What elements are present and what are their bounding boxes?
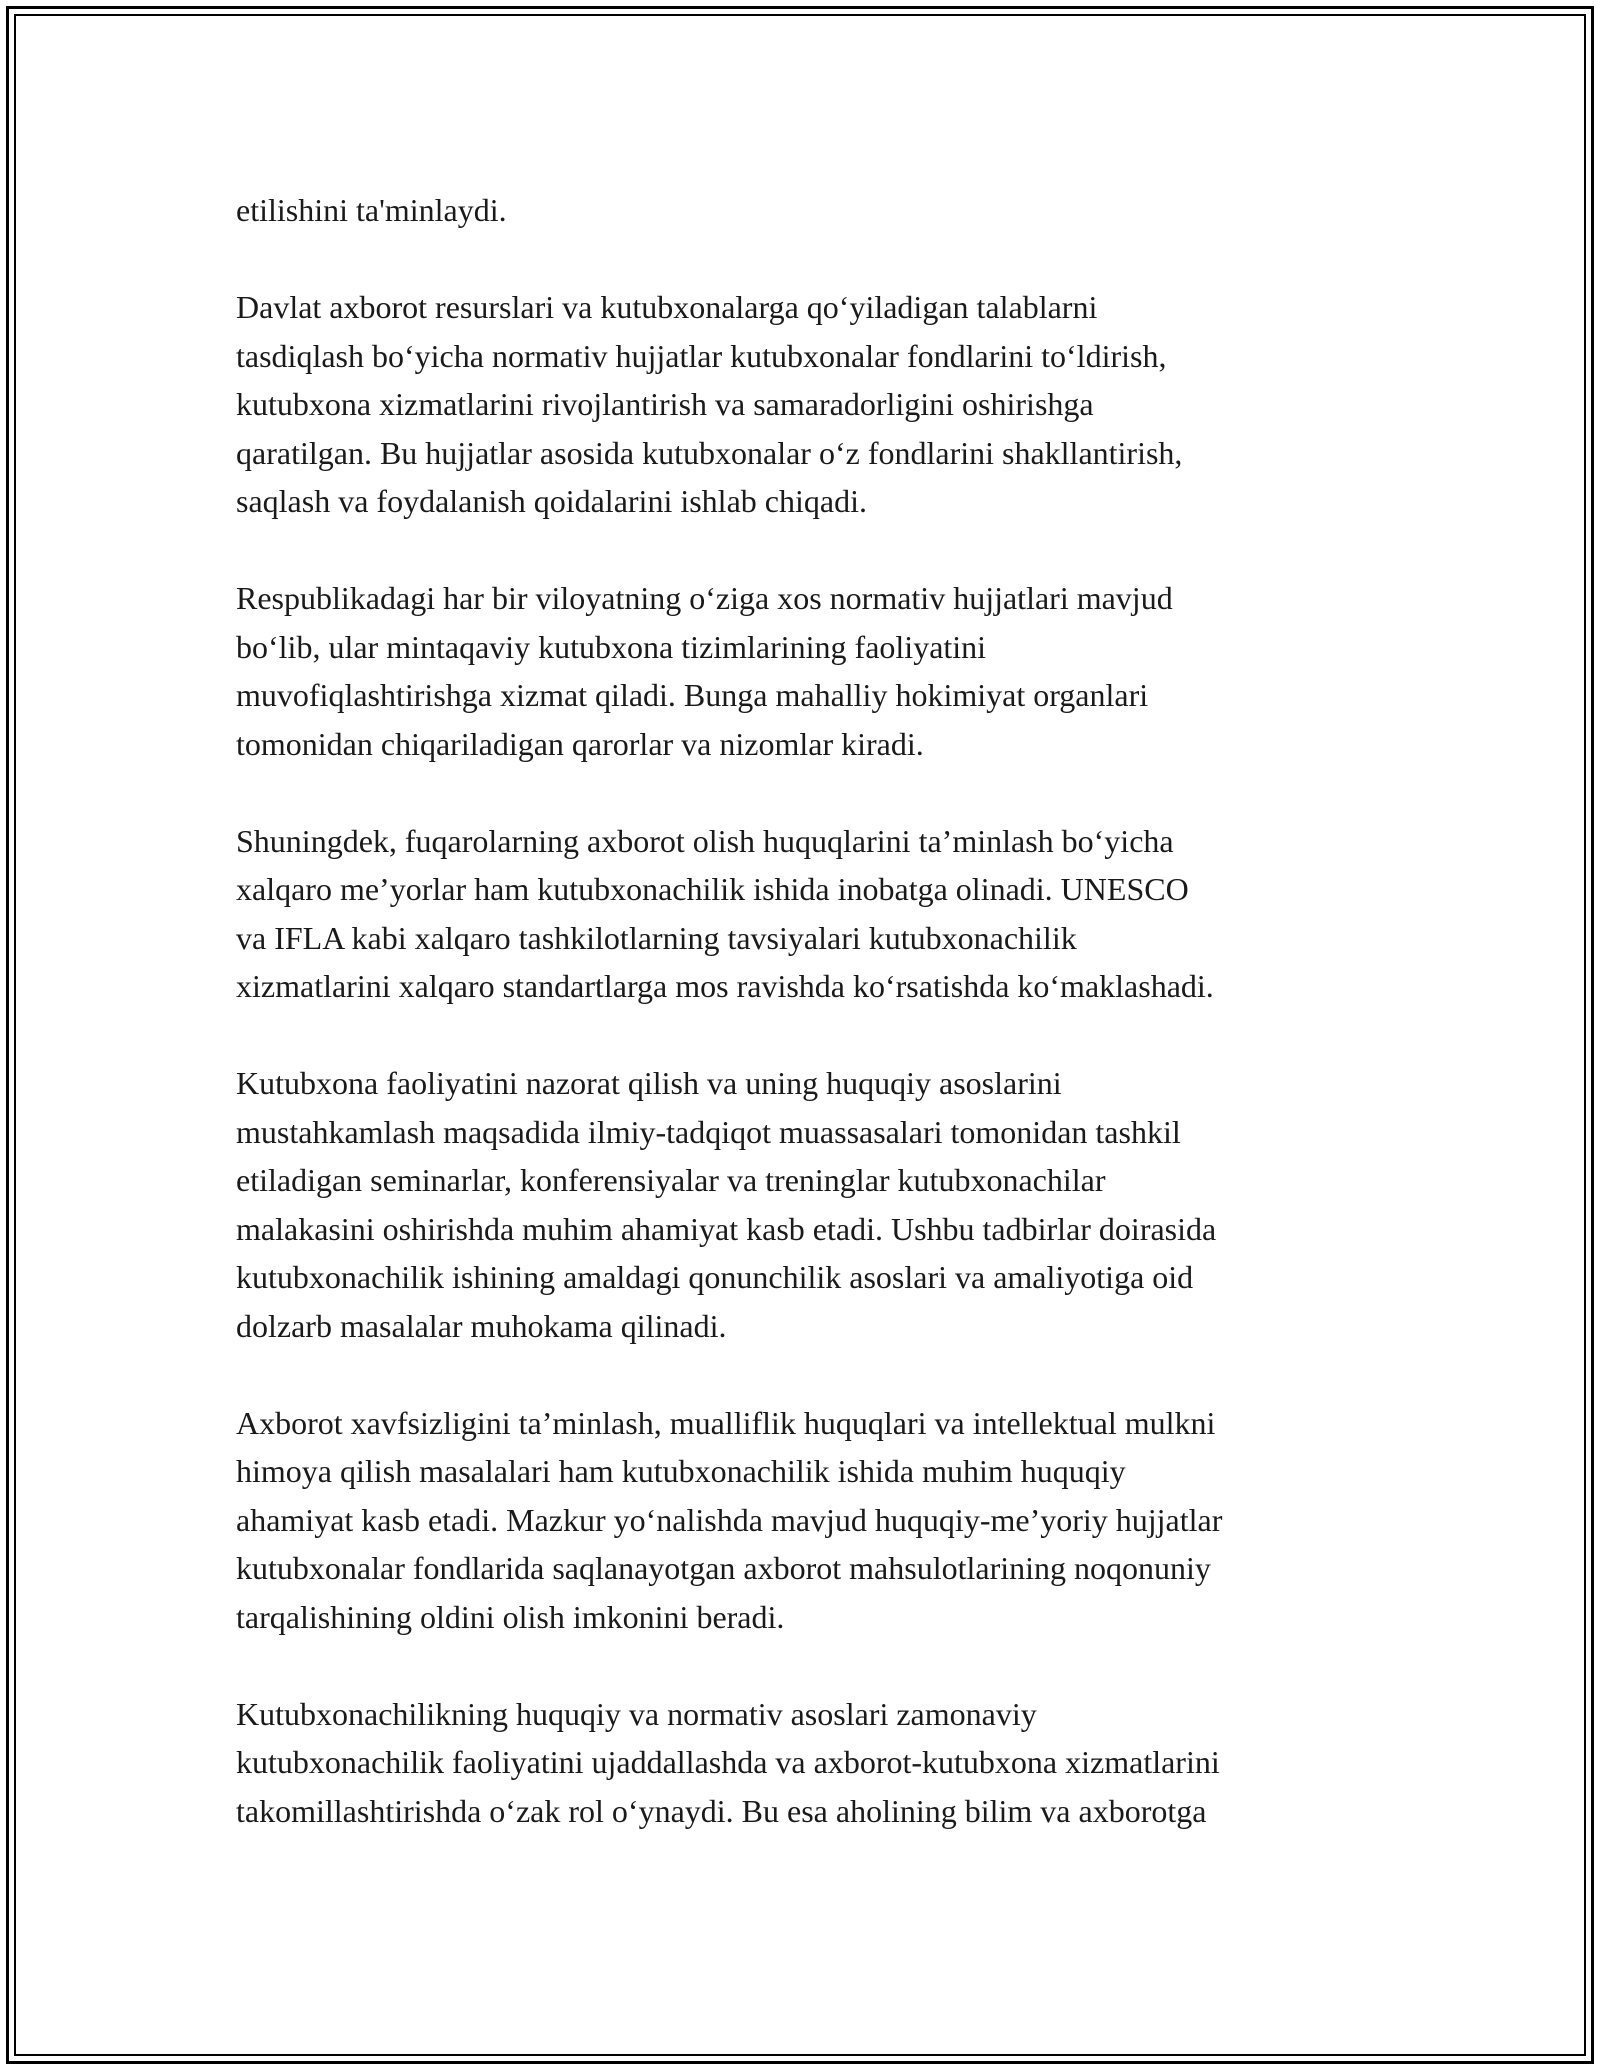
paragraph bbox=[236, 1399, 1376, 1642]
text-line: xalqaro me’yorlar ham kutubxonachilik ishida inobatga olinadi. UNESCO bbox=[236, 871, 1189, 907]
text-line: kutubxonachilik ishining amaldagi qonunchilik asoslari va amaliyotiga oid bbox=[236, 1259, 1194, 1295]
text-line: kutubxonalar fondlarida saqlanayotgan axborot mahsulotlarining noqonuniy bbox=[236, 1550, 1211, 1586]
paragraph bbox=[236, 283, 1376, 526]
text-line: himoya qilish masalalari ham kutubxonachilik ishida muhim huquqiy bbox=[236, 1453, 1126, 1489]
text-line: dolzarb masalalar muhokama qilinadi. bbox=[236, 1307, 727, 1344]
text-line: Shuningdek, fuqarolarning axborot olish huquqlarini ta’minlash bo‘yicha bbox=[236, 822, 1174, 859]
text-line: kutubxonachilik faoliyatini ujaddallashda va axborot-kutubxona xizmatlarini bbox=[236, 1744, 1220, 1780]
paragraph bbox=[236, 1059, 1376, 1350]
paragraph bbox=[236, 1690, 1376, 1836]
paragraph bbox=[236, 574, 1376, 768]
text-line: qaratilgan. Bu hujjatlar asosida kutubxonalar o‘z fondlarini shakllantirish, bbox=[236, 434, 1183, 471]
text-line: kutubxona xizmatlarini rivojlantirish va samaradorligini oshirishga bbox=[236, 386, 1094, 422]
text-line: Axborot xavfsizligini ta’minlash, mualliflik huquqlari va intellektual mulkni bbox=[236, 1404, 1216, 1441]
text-line: xizmatlarini xalqaro standartlarga mos ravishda ko‘rsatishda ko‘maklashadi. bbox=[236, 968, 1214, 1004]
paragraph bbox=[236, 817, 1376, 1011]
text-line: ahamiyat kasb etadi. Mazkur yo‘nalishda mavjud huquqiy-me’yoriy hujjatlar bbox=[236, 1501, 1223, 1538]
text-line: Kutubxona faoliyatini nazorat qilish va uning huquqiy asoslarini bbox=[236, 1065, 1062, 1101]
text-line: mustahkamlash maqsadida ilmiy-tadqiqot muassasalari tomonidan tashkil bbox=[236, 1113, 1181, 1150]
text-line: takomillashtirishda o‘zak rol o‘ynaydi. Bu esa aholining bilim va axborotga bbox=[236, 1792, 1207, 1829]
text-line: tasdiqlash bo‘yicha normativ hujjatlar kutubxonalar fondlarini to‘ldirish, bbox=[236, 337, 1167, 374]
text-line: tarqalishining oldini olish imkonini beradi. bbox=[236, 1598, 785, 1635]
text-line: tomonidan chiqariladigan qarorlar va nizomlar kiradi. bbox=[236, 725, 924, 762]
text-line: bo‘lib, ular mintaqaviy kutubxona tizimlarining faoliyatini bbox=[236, 628, 987, 665]
text-line: Davlat axborot resurslari va kutubxonalarga qo‘yiladigan talablarni bbox=[236, 289, 1098, 325]
text-line: Kutubxonachilikning huquqiy va normativ asoslari zamonaviy bbox=[236, 1695, 1037, 1732]
text-line: Respublikadagi har bir viloyatning o‘ziga xos normativ hujjatlari mavjud bbox=[236, 580, 1173, 616]
text-line: muvofiqlashtirishga xizmat qiladi. Bunga mahalliy hokimiyat organlari bbox=[236, 677, 1149, 713]
text-line: malakasini oshirishda muhim ahamiyat kasb etadi. Ushbu tadbirlar doirasida bbox=[236, 1210, 1217, 1247]
text-line: etiladigan seminarlar, konferensiyalar va treninglar kutubxonachilar bbox=[236, 1162, 1106, 1198]
paragraph bbox=[236, 186, 1376, 235]
text-line: va IFLA kabi xalqaro tashkilotlarning tavsiyalari kutubxonachilik bbox=[236, 919, 1077, 956]
text-line: etilishini ta'minlaydi. bbox=[236, 192, 507, 228]
text-line: saqlash va foydalanish qoidalarini ishlab chiqadi. bbox=[236, 483, 867, 519]
document-body bbox=[236, 186, 1376, 1884]
